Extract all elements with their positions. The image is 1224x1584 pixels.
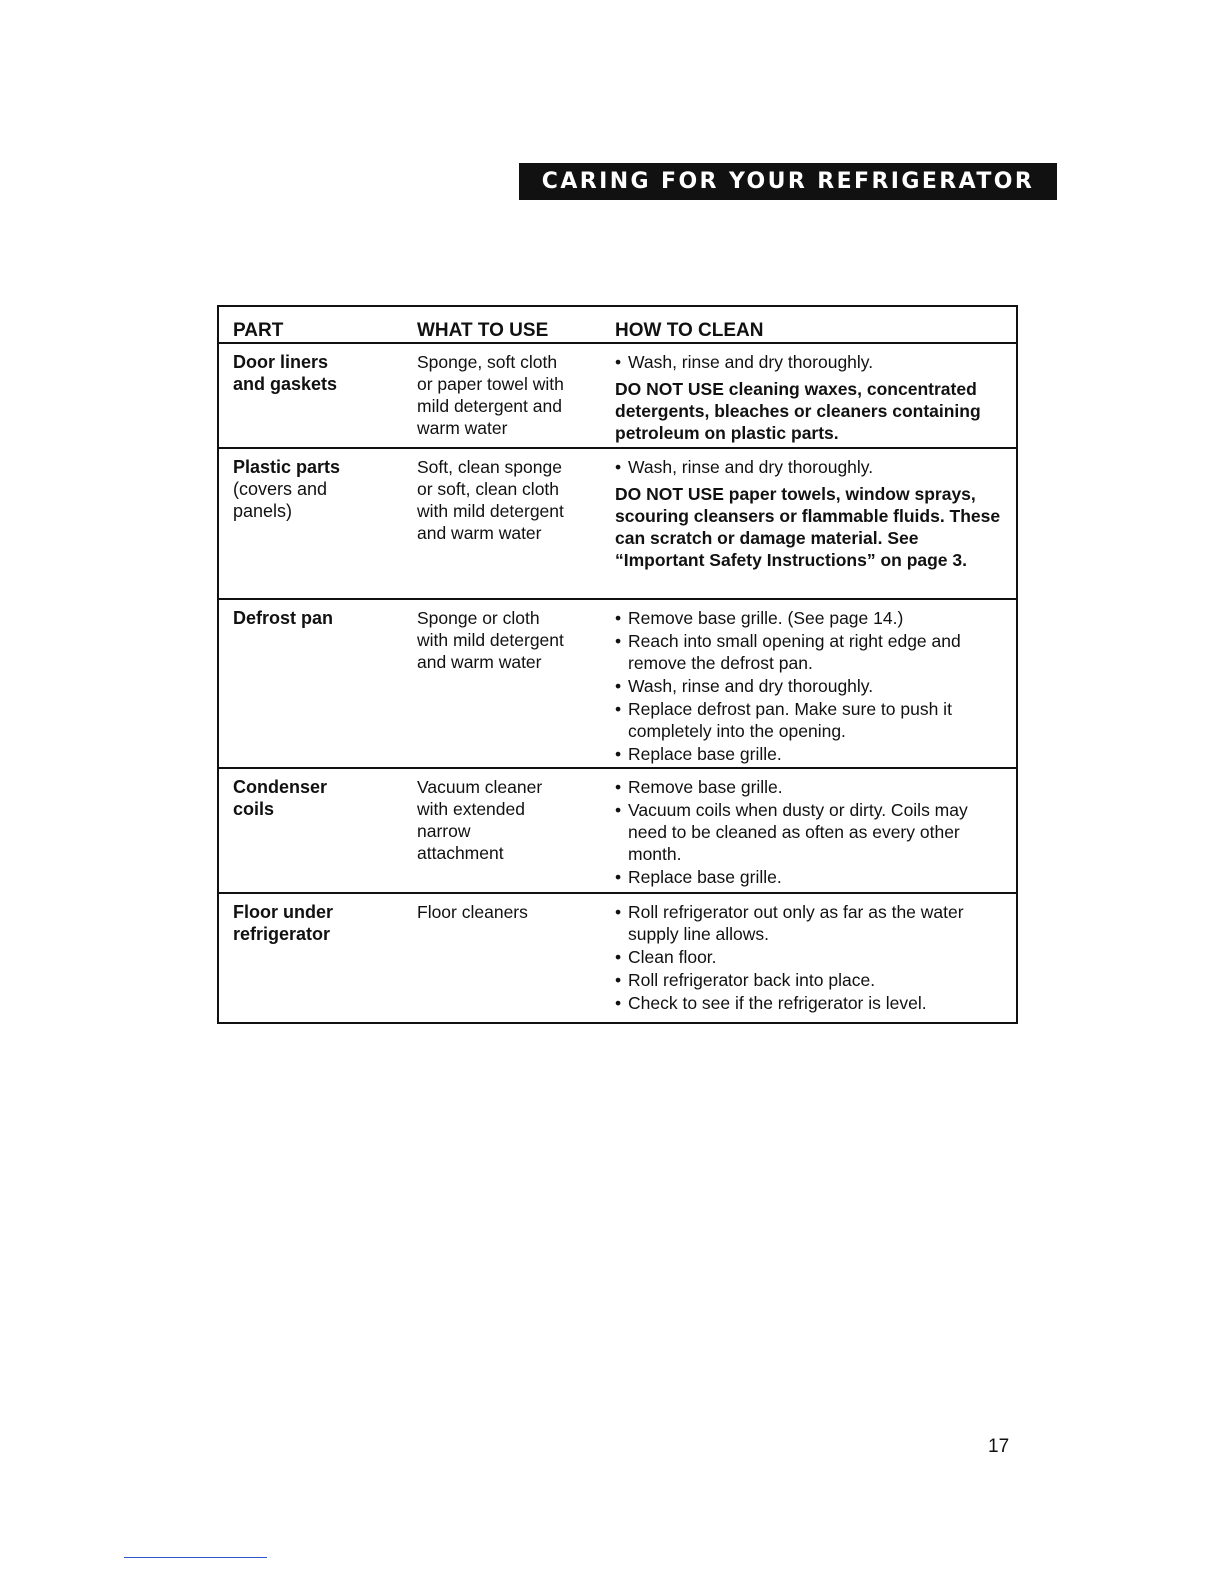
bullet-icon: • xyxy=(615,970,622,990)
how-to-clean-cell xyxy=(615,600,1016,767)
what-to-use-line: with mild detergent xyxy=(417,501,564,521)
what-to-use-line: warm water xyxy=(417,418,508,438)
step-item xyxy=(615,969,1002,991)
step-item xyxy=(615,866,1002,888)
step-text: Vacuum coils when dusty or dirty. Coils may need to be cleaned as often as every other month. xyxy=(628,800,968,864)
part-cell xyxy=(219,449,417,598)
step-text: Replace base grille. xyxy=(628,867,782,887)
warning-text: DO NOT USE paper towels, window sprays, scouring cleansers or flammable fluids. These can scratch or damage material. See “Important Safety Instructions” on page 3. xyxy=(615,484,1001,570)
header-what-to-use: WHAT TO USE xyxy=(417,320,549,341)
what-to-use-line: with extended xyxy=(417,799,525,819)
what-to-use-line: and warm water xyxy=(417,652,542,672)
section-banner: CARING FOR YOUR REFRIGERATOR xyxy=(519,163,1057,200)
step-text: Wash, rinse and dry thoroughly. xyxy=(628,676,874,696)
table-row xyxy=(219,449,1016,600)
step-text: Remove base grille. (See page 14.) xyxy=(628,608,904,628)
table-row xyxy=(219,894,1016,1022)
header-part: PART xyxy=(233,320,284,341)
part-name: Floor under xyxy=(233,902,333,922)
step-item xyxy=(615,901,1002,945)
what-to-use-line: narrow xyxy=(417,821,471,841)
bullet-icon: • xyxy=(615,902,622,922)
what-to-use-line: Floor cleaners xyxy=(417,902,528,922)
table-row xyxy=(219,769,1016,894)
part-detail: and gaskets xyxy=(233,374,338,394)
what-to-use-line: Sponge, soft cloth xyxy=(417,352,558,372)
bullet-icon: • xyxy=(615,777,622,797)
part-name: Plastic parts xyxy=(233,457,341,477)
part-cell xyxy=(219,600,417,767)
bullet-icon: • xyxy=(615,457,622,477)
step-text: Remove base grille. xyxy=(628,777,783,797)
bullet-icon: • xyxy=(615,676,622,696)
part-cell xyxy=(219,769,417,892)
page-number: 17 xyxy=(988,1436,1010,1457)
bullet-icon: • xyxy=(615,993,622,1013)
step-item xyxy=(615,946,1002,968)
what-to-use-cell xyxy=(417,769,615,892)
what-to-use-line: Soft, clean sponge xyxy=(417,457,562,477)
step-item xyxy=(615,630,1002,674)
step-item xyxy=(615,992,1002,1014)
step-item xyxy=(615,675,1002,697)
what-to-use-line: Sponge or cloth xyxy=(417,608,540,628)
header-how-to-clean: HOW TO CLEAN xyxy=(615,320,764,341)
bullet-icon: • xyxy=(615,631,622,651)
bullet-icon: • xyxy=(615,608,622,628)
what-to-use-cell xyxy=(417,600,615,767)
what-to-use-line: with mild detergent xyxy=(417,630,564,650)
what-to-use-line: or soft, clean cloth xyxy=(417,479,560,499)
step-text: Wash, rinse and dry thoroughly. xyxy=(628,352,874,372)
what-to-use-cell xyxy=(417,344,615,447)
part-detail: coils xyxy=(233,799,275,819)
part-name: Door liners xyxy=(233,352,329,372)
step-item xyxy=(615,743,1002,765)
part-detail: refrigerator xyxy=(233,924,331,944)
table-row xyxy=(219,344,1016,449)
what-to-use-line: and warm water xyxy=(417,523,542,543)
step-text: Roll refrigerator out only as far as the water supply line allows. xyxy=(628,902,964,944)
step-item xyxy=(615,776,1002,798)
step-item xyxy=(615,698,1002,742)
step-text: Check to see if the refrigerator is level. xyxy=(628,993,927,1013)
bullet-icon: • xyxy=(615,947,622,967)
step-text: Replace defrost pan. Make sure to push it completely into the opening. xyxy=(628,699,952,741)
table-header-row xyxy=(219,307,1016,344)
how-to-clean-cell xyxy=(615,769,1016,892)
what-to-use-cell xyxy=(417,449,615,598)
step-text: Roll refrigerator back into place. xyxy=(628,970,876,990)
bullet-icon: • xyxy=(615,867,622,887)
part-cell xyxy=(219,894,417,1022)
bullet-icon: • xyxy=(615,352,622,372)
what-to-use-line: attachment xyxy=(417,843,504,863)
bullet-icon: • xyxy=(615,744,622,764)
step-item xyxy=(615,799,1002,865)
step-item xyxy=(615,351,1002,373)
step-item xyxy=(615,456,1002,478)
bullet-icon: • xyxy=(615,699,622,719)
how-to-clean-cell xyxy=(615,449,1016,598)
part-cell xyxy=(219,344,417,447)
step-text: Replace base grille. xyxy=(628,744,782,764)
how-to-clean-cell xyxy=(615,894,1016,1022)
part-name: Condenser xyxy=(233,777,328,797)
step-text: Wash, rinse and dry thoroughly. xyxy=(628,457,874,477)
footer-divider xyxy=(124,1557,267,1558)
how-to-clean-cell xyxy=(615,344,1016,447)
table-row xyxy=(219,600,1016,769)
what-to-use-line: Vacuum cleaner xyxy=(417,777,543,797)
step-item xyxy=(615,607,1002,629)
bullet-icon: • xyxy=(615,800,622,820)
cleaning-table xyxy=(217,305,1018,1024)
what-to-use-cell xyxy=(417,894,615,1022)
what-to-use-line: mild detergent and xyxy=(417,396,562,416)
step-text: Reach into small opening at right edge and remove the defrost pan. xyxy=(628,631,961,673)
what-to-use-line: or paper towel with xyxy=(417,374,564,394)
part-detail: (covers and panels) xyxy=(233,479,328,521)
step-text: Clean floor. xyxy=(628,947,717,967)
part-name: Defrost pan xyxy=(233,608,334,628)
warning-text: DO NOT USE cleaning waxes, concentrated detergents, bleaches or cleaners containing petroleum on plastic parts. xyxy=(615,379,981,443)
